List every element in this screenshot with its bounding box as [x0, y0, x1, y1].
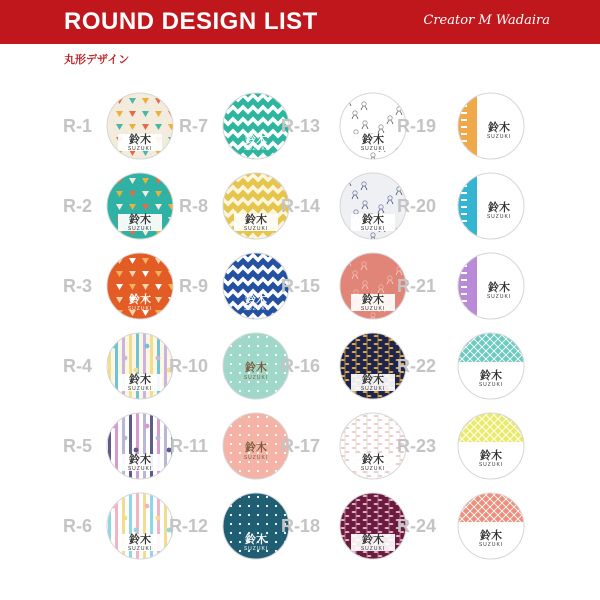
name-kanji: 鈴木	[245, 361, 267, 374]
name-roman: SUZUKI	[243, 546, 269, 552]
name-kanji: 鈴木	[362, 293, 384, 306]
design-code: R-8	[178, 196, 208, 216]
design-code: R-3	[62, 276, 92, 296]
design-code: R-4	[62, 356, 92, 376]
page-subtitle: 丸形デザイン	[64, 53, 130, 66]
name-roman: SUZUKI	[243, 146, 269, 152]
name-kanji: 鈴木	[245, 441, 267, 454]
design-code: R-9	[178, 276, 208, 296]
name-kanji: 鈴木	[129, 293, 151, 306]
brand-logo: Creator M Wadaira	[423, 13, 550, 28]
design-badge[interactable]	[457, 252, 525, 320]
design-code: R-16	[280, 356, 320, 376]
name-roman: SUZUKI	[360, 546, 386, 552]
name-roman: SUZUKI	[243, 226, 269, 232]
name-roman: SUZUKI	[127, 386, 153, 392]
design-badge[interactable]	[457, 172, 525, 240]
name-roman: SUZUKI	[127, 466, 153, 472]
name-kanji: 鈴木	[362, 213, 384, 226]
name-roman: SUZUKI	[127, 306, 153, 312]
name-kanji: 鈴木	[480, 529, 502, 542]
design-code: R-12	[168, 516, 208, 536]
name-roman: SUZUKI	[360, 146, 386, 152]
design-code: R-10	[168, 356, 208, 376]
name-roman: SUZUKI	[486, 294, 512, 300]
design-code: R-21	[396, 276, 436, 296]
name-roman: SUZUKI	[127, 226, 153, 232]
name-kanji: 鈴木	[362, 453, 384, 466]
name-kanji: 鈴木	[488, 281, 510, 294]
name-roman: SUZUKI	[243, 375, 269, 381]
badge-pattern	[457, 412, 525, 480]
name-kanji: 鈴木	[129, 373, 151, 386]
design-code: R-19	[396, 116, 436, 136]
name-roman: SUZUKI	[478, 542, 504, 548]
design-code: R-11	[169, 436, 208, 456]
design-code: R-15	[280, 276, 320, 296]
name-roman: SUZUKI	[486, 134, 512, 140]
name-kanji: 鈴木	[480, 369, 502, 382]
name-roman: SUZUKI	[360, 466, 386, 472]
design-badge[interactable]	[457, 332, 525, 400]
name-roman: SUZUKI	[127, 146, 153, 152]
name-kanji: 鈴木	[362, 533, 384, 546]
name-kanji: 鈴木	[480, 449, 502, 462]
design-code: R-24	[396, 516, 436, 536]
name-kanji: 鈴木	[488, 121, 510, 134]
design-code: R-6	[62, 516, 92, 536]
name-kanji: 鈴木	[129, 533, 151, 546]
name-kanji: 鈴木	[362, 133, 384, 146]
name-roman: SUZUKI	[478, 382, 504, 388]
name-roman: SUZUKI	[360, 306, 386, 312]
design-code: R-14	[280, 196, 320, 216]
name-kanji: 鈴木	[129, 133, 151, 146]
name-kanji: 鈴木	[245, 133, 267, 146]
name-roman: SUZUKI	[360, 386, 386, 392]
name-kanji: 鈴木	[129, 213, 151, 226]
design-badge[interactable]	[457, 492, 525, 560]
name-kanji: 鈴木	[488, 201, 510, 214]
design-code: R-17	[280, 436, 320, 456]
design-code: R-22	[396, 356, 436, 376]
design-code: R-5	[62, 436, 92, 456]
name-kanji: 鈴木	[362, 373, 384, 386]
name-roman: SUZUKI	[360, 226, 386, 232]
design-code: R-23	[396, 436, 436, 456]
design-badge[interactable]	[457, 92, 525, 160]
design-code: R-1	[62, 116, 92, 136]
name-roman: SUZUKI	[486, 214, 512, 220]
design-code: R-20	[396, 196, 436, 216]
design-code: R-7	[178, 116, 208, 136]
design-code: R-13	[280, 116, 320, 136]
page-title: ROUND DESIGN LIST	[64, 8, 318, 35]
name-roman: SUZUKI	[243, 306, 269, 312]
name-roman: SUZUKI	[243, 455, 269, 461]
header-banner	[0, 0, 600, 44]
name-kanji: 鈴木	[245, 533, 267, 546]
badge-pattern	[457, 492, 525, 560]
name-kanji: 鈴木	[245, 293, 267, 306]
design-code: R-18	[280, 516, 320, 536]
name-roman: SUZUKI	[478, 462, 504, 468]
name-roman: SUZUKI	[127, 546, 153, 552]
name-kanji: 鈴木	[129, 453, 151, 466]
design-code: R-2	[62, 196, 92, 216]
badge-pattern	[457, 332, 525, 400]
name-kanji: 鈴木	[245, 213, 267, 226]
design-badge[interactable]	[457, 412, 525, 480]
